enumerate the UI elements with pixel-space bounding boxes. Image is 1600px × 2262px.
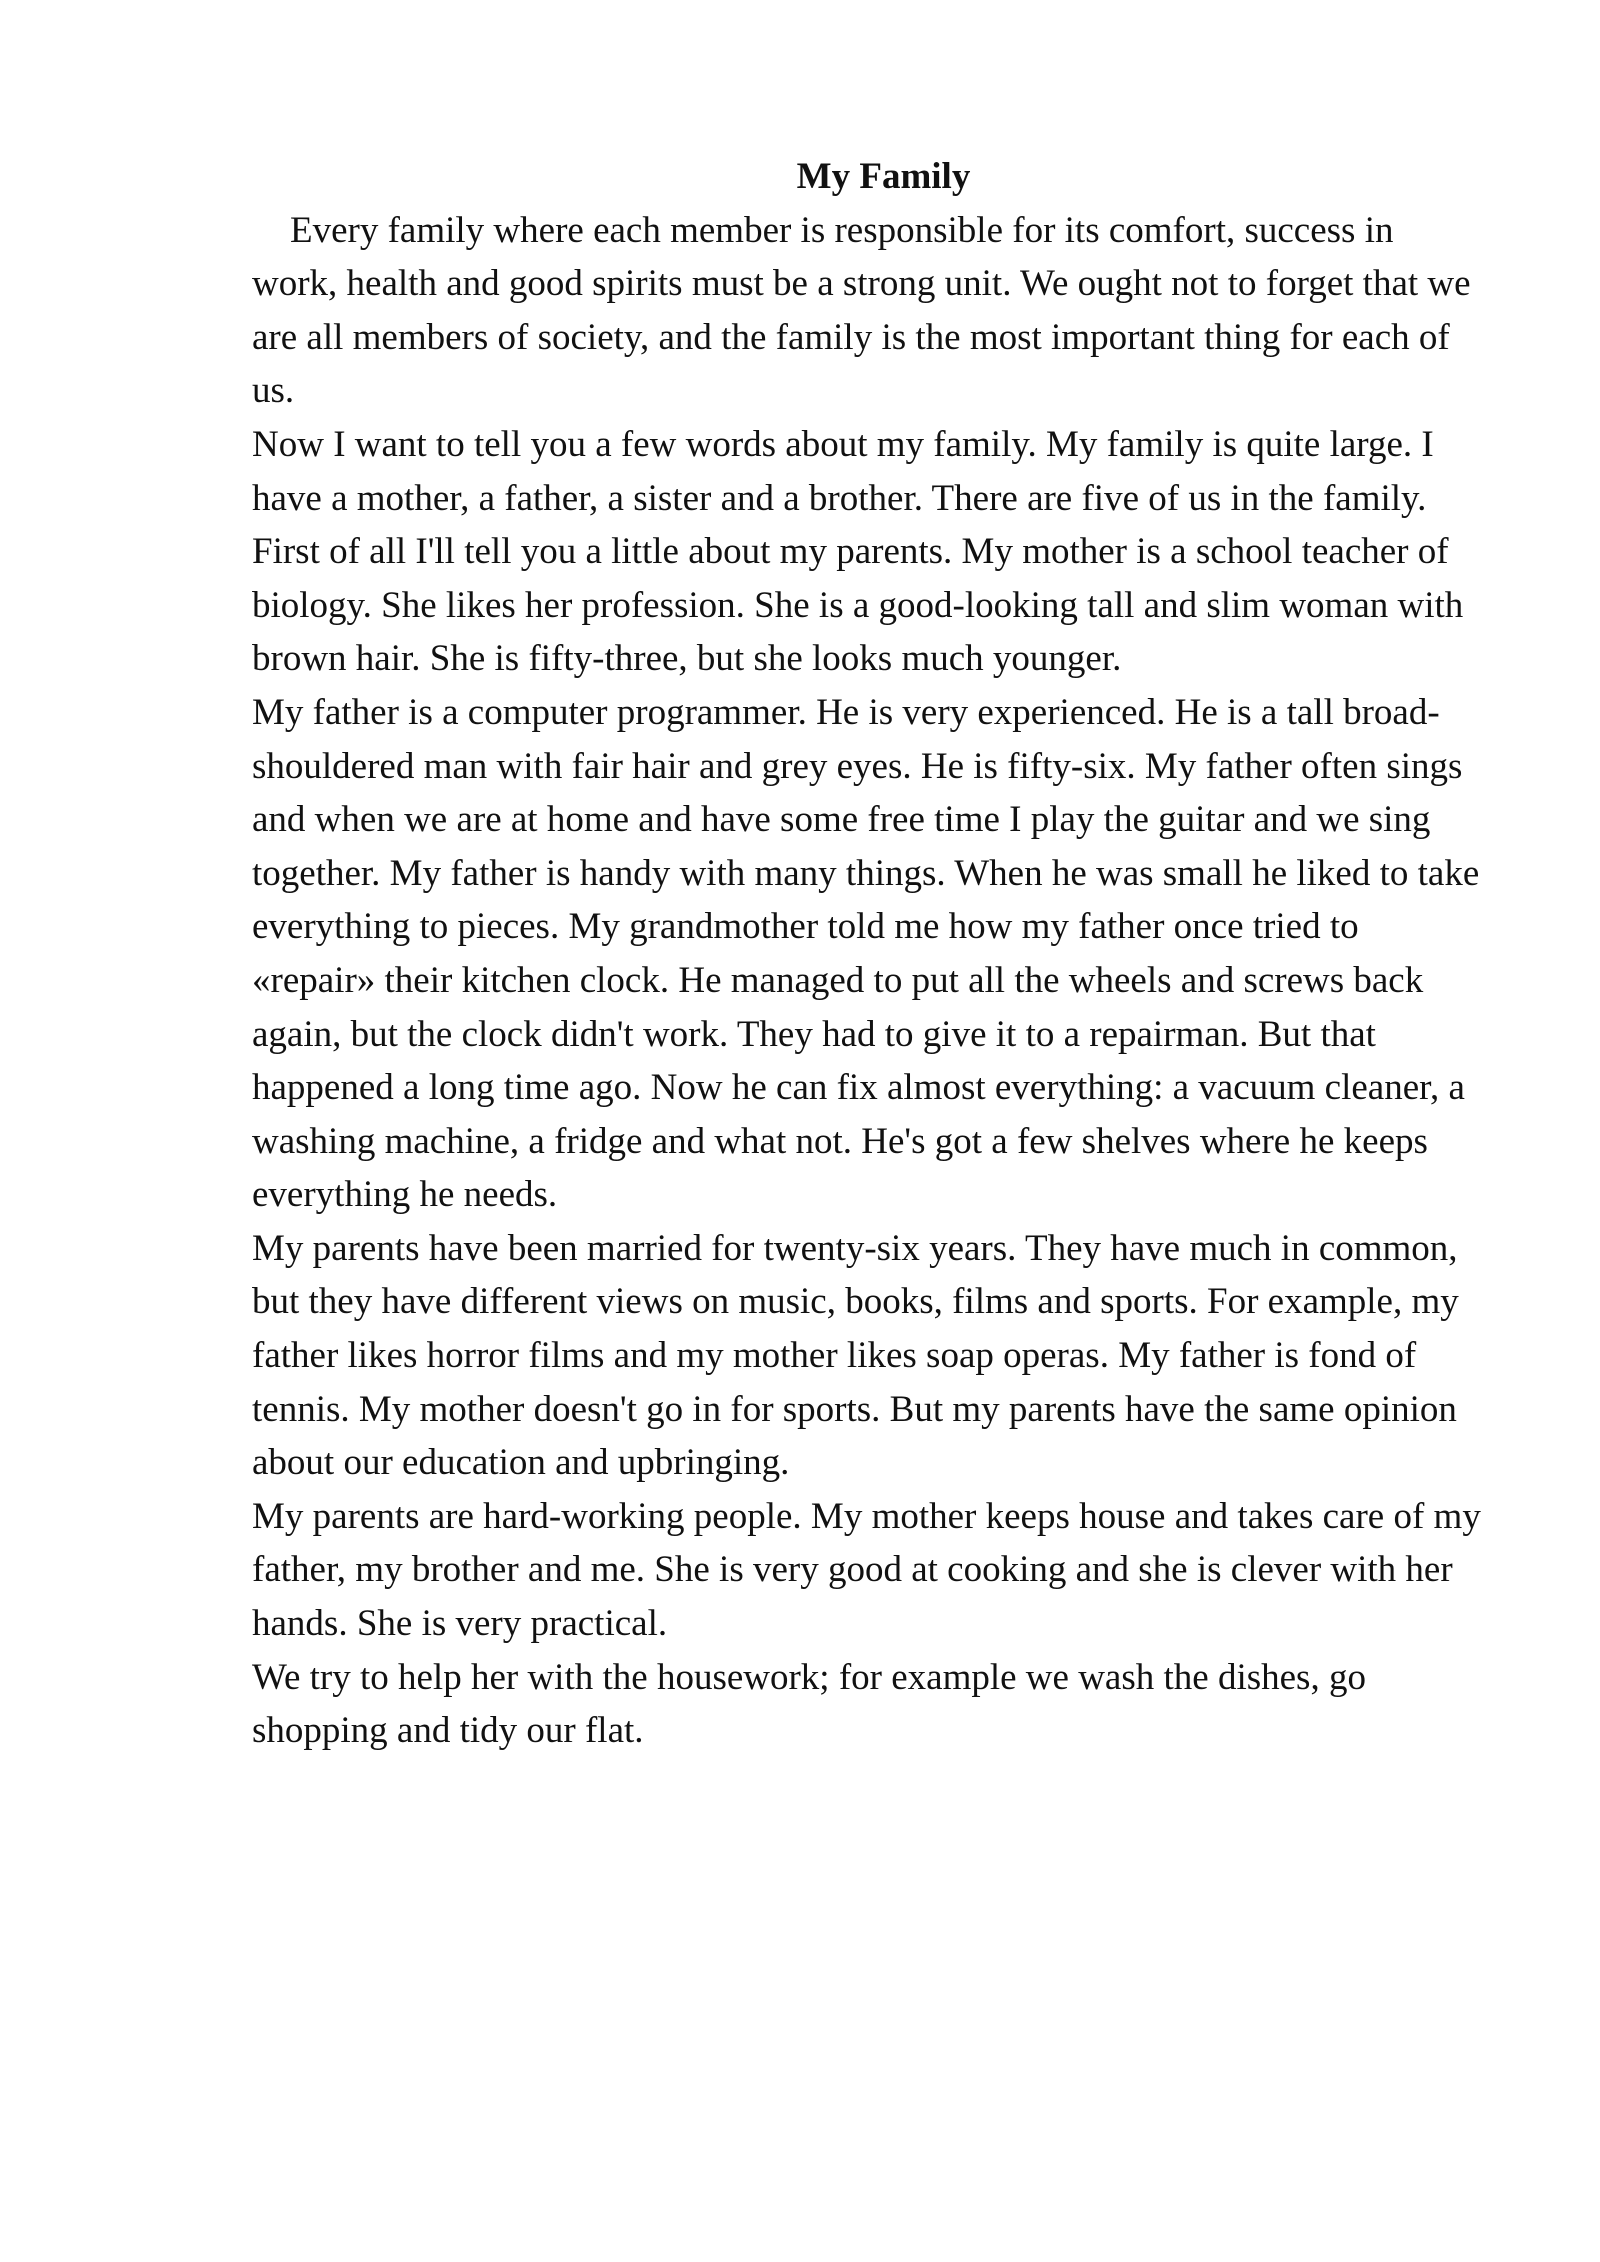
- paragraph-family-size: Now I want to tell you a few words about my family. My family is quite large. I have a mother, a father, a sister and a brother. There are five of us in the family.: [252, 423, 1434, 519]
- paragraph-housework: We try to help her with the housework; for example we wash the dishes, go shopping and tidy our flat.: [252, 1656, 1366, 1752]
- paragraph-father: My father is a computer programmer. He is very experienced. He is a tall broad-shouldered man with fair hair and grey eyes. He is fifty-six. My father often sings and when we are at home and have some free time I play the guitar and we sing together. My father is handy with many things. When he was small he liked to take everything to pieces. My grandmother told me how my father once tried to «repair» their kitchen clock. He managed to put all the wheels and screws back again, but the clock didn't work. They had to give it to a repairman. But that happened a long time ago. Now he can fix almost everything: a vacuum cleaner, a washing machine, a fridge and what not. He's got a few shelves where he keeps everything he needs.: [252, 691, 1480, 1216]
- paragraph-hard-working: My parents are hard-working people. My mother keeps house and takes care of my father, my brother and me. She is very good at cooking and she is clever with her hands. She is very practical.: [252, 1495, 1481, 1645]
- paragraph-parents-marriage: My parents have been married for twenty-six years. They have much in common, but they have different views on music, books, films and sports. For example, my father likes horror films and my mother likes soap operas. My father is fond of tennis. My mother doesn't go in for sports. But my parents have the same opinion about our education and upbringing.: [252, 1227, 1459, 1484]
- document-title: My Family: [796, 156, 971, 197]
- paragraph-mother: First of all I'll tell you a little about my parents. My mother is a school teacher of biology. She likes her profession. She is a good-looking tall and slim woman with brown hair. She is fifty-three, but she looks much younger.: [252, 531, 1464, 680]
- paragraph-intro: Every family where each member is responsible for its comfort, success in work, health and good spirits must be a strong unit. We ought not to forget that we are all members of society, and the family is the most important thing for each of us.: [252, 209, 1471, 412]
- document-body: [252, 150, 1487, 1758]
